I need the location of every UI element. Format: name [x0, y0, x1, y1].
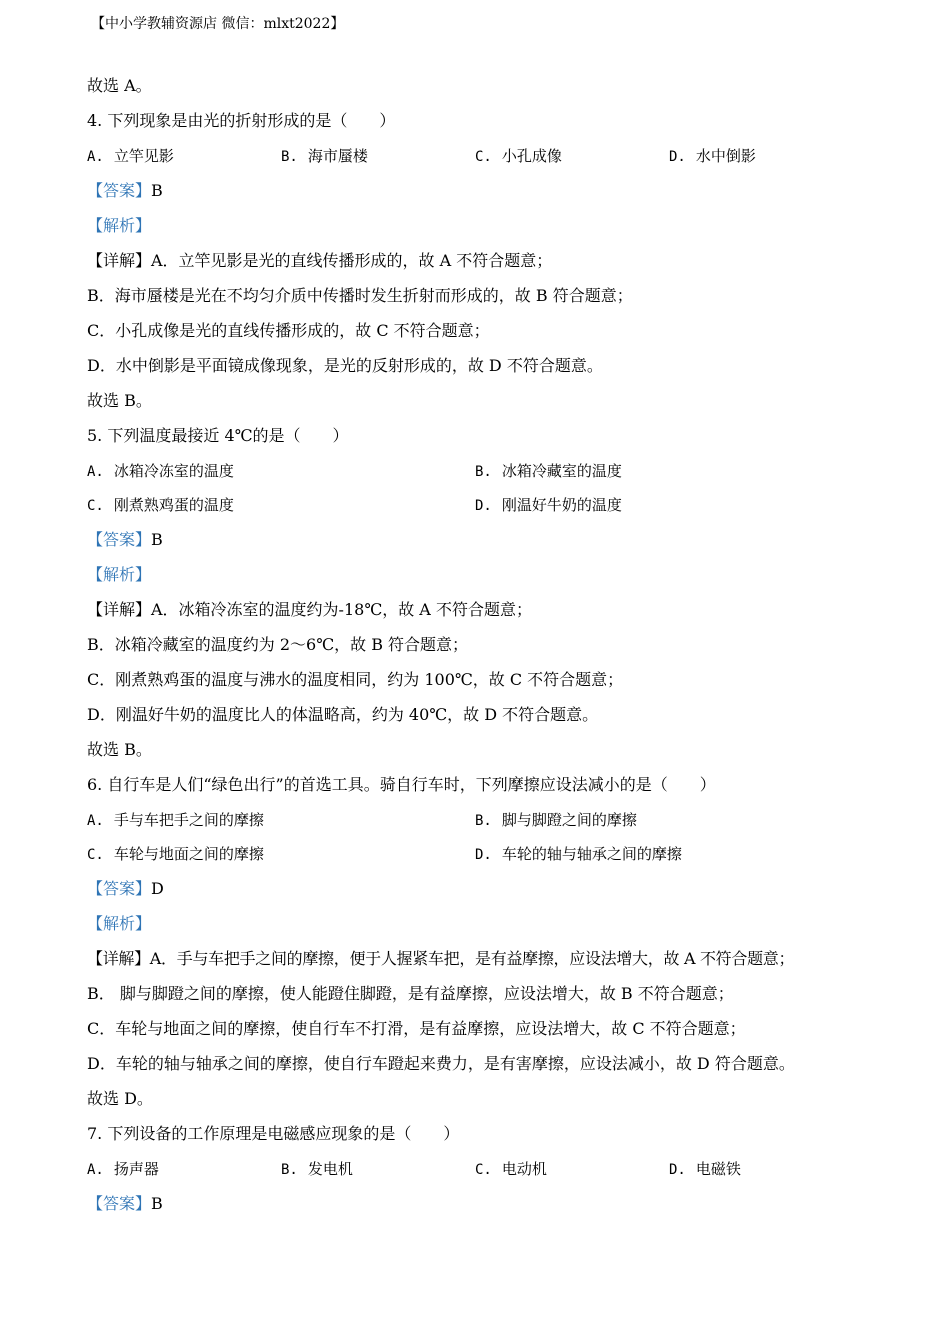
- q5-option-a: A. 冰箱冷冻室的温度: [87, 462, 234, 480]
- q7-option-d: D. 电磁铁: [669, 1160, 741, 1178]
- q6-option-c: C. 车轮与地面之间的摩擦: [87, 845, 264, 863]
- q5-choose: 故选 B。: [87, 740, 152, 759]
- q6-detail-a: 【详解】A．手与车把手之间的摩擦，便于人握紧车把，是有益摩擦，应设法增大，故 A 不符合题意；: [87, 949, 795, 968]
- page-header: 【中小学教辅资源店 微信：mlxt2022】: [91, 16, 345, 32]
- q5-detail-c: C．刚煮熟鸡蛋的温度与沸水的温度相同，约为 100℃，故 C 不符合题意；: [87, 670, 624, 689]
- q4-detail-a: 【详解】A．立竿见影是光的直线传播形成的，故 A 不符合题意；: [87, 251, 553, 270]
- q4-choose: 故选 B。: [87, 391, 152, 410]
- q6-option-a: A. 手与车把手之间的摩擦: [87, 811, 264, 829]
- q6-analysis-tag: 【解析】: [87, 914, 152, 933]
- q4-option-b: B. 海市蜃楼: [281, 147, 368, 165]
- q4-detail-d: D．水中倒影是平面镜成像现象，是光的反射形成的，故 D 不符合题意。: [87, 356, 603, 375]
- q4-detail-b: B．海市蜃楼是光在不均匀介质中传播时发生折射而形成的，故 B 符合题意；: [87, 286, 633, 305]
- q5-option-b: B. 冰箱冷藏室的温度: [475, 462, 622, 480]
- q5-analysis-tag: 【解析】: [87, 565, 152, 584]
- q6-detail-c: C．车轮与地面之间的摩擦，使自行车不打滑，是有益摩擦，应设法增大，故 C 不符合题意；: [87, 1019, 746, 1038]
- q5-option-d: D. 刚温好牛奶的温度: [475, 496, 622, 514]
- q7-option-b: B. 发电机: [281, 1160, 353, 1178]
- answer-tag: 【答案】: [87, 181, 152, 200]
- previous-answer-choice: 故选 A。: [87, 76, 152, 95]
- q7-option-c: C. 电动机: [475, 1160, 547, 1178]
- q6-detail-b: B． 脚与脚蹬之间的摩擦，使人能蹬住脚蹬，是有益摩擦，应设法增大，故 B 不符合题意；: [87, 984, 734, 1003]
- q5-detail-a: 【详解】A．冰箱冷冻室的温度约为-18℃，故 A 不符合题意；: [87, 600, 532, 619]
- q6-detail-d: D．车轮的轴与轴承之间的摩擦，使自行车蹬起来费力，是有害摩擦，应设法减小，故 D 符合题意。: [87, 1054, 795, 1073]
- q5-detail-b: B．冰箱冷藏室的温度约为 2～6℃，故 B 符合题意；: [87, 635, 469, 654]
- q5-detail-d: D．刚温好牛奶的温度比人的体温略高，约为 40℃，故 D 不符合题意。: [87, 705, 599, 724]
- q4-analysis-tag: 【解析】: [87, 216, 152, 235]
- q5-answer: 【答案】B: [87, 530, 163, 549]
- question-7-stem: 7. 下列设备的工作原理是电磁感应现象的是（ ）: [87, 1124, 460, 1143]
- q6-answer: 【答案】D: [87, 879, 164, 898]
- q6-option-b: B. 脚与脚蹬之间的摩擦: [475, 811, 637, 829]
- question-6-stem: 6. 自行车是人们“绿色出行”的首选工具。骑自行车时，下列摩擦应设法减小的是（ ）: [87, 775, 716, 794]
- q5-option-c: C. 刚煮熟鸡蛋的温度: [87, 496, 234, 514]
- q6-choose: 故选 D。: [87, 1089, 153, 1108]
- question-4-stem: 4. 下列现象是由光的折射形成的是（ ）: [87, 111, 396, 130]
- q7-answer: 【答案】B: [87, 1194, 163, 1213]
- q4-option-c: C. 小孔成像: [475, 147, 562, 165]
- question-5-stem: 5. 下列温度最接近 4℃的是（ ）: [87, 426, 349, 445]
- q7-option-a: A. 扬声器: [87, 1160, 159, 1178]
- q4-answer: 【答案】B: [87, 181, 163, 200]
- q4-option-a: A. 立竿见影: [87, 147, 174, 165]
- q4-detail-c: C．小孔成像是光的直线传播形成的，故 C 不符合题意；: [87, 321, 490, 340]
- q4-option-d: D. 水中倒影: [669, 147, 756, 165]
- q6-option-d: D. 车轮的轴与轴承之间的摩擦: [475, 845, 682, 863]
